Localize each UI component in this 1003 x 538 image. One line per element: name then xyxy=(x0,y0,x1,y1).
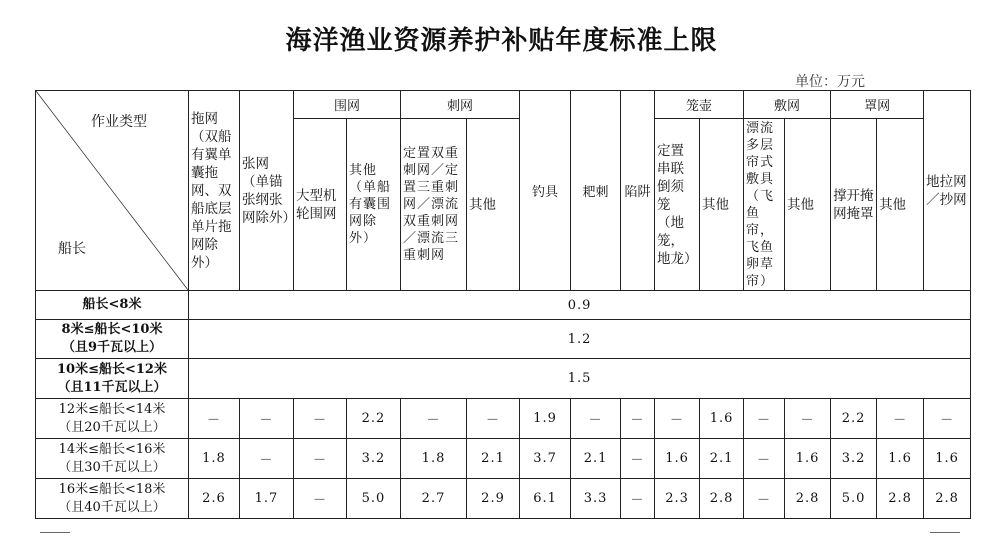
header-lift-open: 撑开掩网掩罩 xyxy=(831,119,877,291)
value-cell: 1.9 xyxy=(520,399,571,439)
row-label: 16米≤船长<18米 （且40千瓦以上） xyxy=(36,479,189,519)
value-cell: － xyxy=(877,399,924,439)
value-cell: 2.8 xyxy=(924,479,971,519)
value-cell: － xyxy=(294,439,347,479)
value-cell: 2.3 xyxy=(655,479,700,519)
header-trap: 陷阱 xyxy=(621,91,655,291)
header-seine: 地拉网／抄网 xyxy=(924,91,971,291)
header-cover-drift: 漂流多层帘式敷具（飞鱼帘，飞鱼卵草帘） xyxy=(744,119,785,291)
header-vessel-length: 船长 xyxy=(58,241,86,257)
value-cell: 2.8 xyxy=(700,479,744,519)
value-cell: 2.2 xyxy=(347,399,401,439)
value-cell: 2.6 xyxy=(189,479,240,519)
value-cell: 3.7 xyxy=(520,439,571,479)
header-cover-other: 其他 xyxy=(785,119,831,291)
header-work-type: 作业类型 xyxy=(91,114,147,130)
header-lift-net-group: 罩网 xyxy=(831,91,924,119)
value-cell: 2.1 xyxy=(700,439,744,479)
header-gillnet-group: 刺网 xyxy=(401,91,520,119)
value-cell: 5.0 xyxy=(831,479,877,519)
table-row xyxy=(36,439,971,479)
header-gill-other: 其他 xyxy=(467,119,520,291)
header-purse-large: 大型机轮围网 xyxy=(294,119,347,291)
header-purse-other: 其他（单船有囊围网除外） xyxy=(347,119,401,291)
value-cell: － xyxy=(401,399,467,439)
row-label: 14米≤船长<16米 （且30千瓦以上） xyxy=(36,439,189,479)
value-cell: 1.8 xyxy=(401,439,467,479)
value-cell: 1.6 xyxy=(785,439,831,479)
value-cell: 1.6 xyxy=(924,439,971,479)
header-gill-fixed: 定置双重刺网／定置三重刺网／漂流双重刺网／漂流三重刺网 xyxy=(401,119,467,291)
value-cell: 3.3 xyxy=(571,479,621,519)
merged-value: 0.9 xyxy=(189,291,971,320)
header-harpoon: 耙刺 xyxy=(571,91,621,291)
value-cell: 1.8 xyxy=(189,439,240,479)
value-cell: 2.9 xyxy=(467,479,520,519)
value-cell: 2.8 xyxy=(877,479,924,519)
row-label: 8米≤船长<10米 （且9千瓦以上） xyxy=(36,320,189,359)
value-cell: － xyxy=(785,399,831,439)
value-cell: － xyxy=(744,439,785,479)
header-trawl: 拖网（双船有翼单囊拖网、双船底层单片拖网除外） xyxy=(189,91,240,291)
row-label: 船长<8米 xyxy=(36,291,189,320)
header-pot-other: 其他 xyxy=(700,119,744,291)
value-cell: － xyxy=(294,399,347,439)
header-lift-other: 其他 xyxy=(877,119,924,291)
value-cell: 1.6 xyxy=(877,439,924,479)
row-label: 10米≤船长<12米 （且11千瓦以上） xyxy=(36,359,189,399)
value-cell: － xyxy=(744,479,785,519)
value-cell: 2.2 xyxy=(831,399,877,439)
value-cell: 3.2 xyxy=(831,439,877,479)
table-row xyxy=(36,399,971,439)
value-cell: － xyxy=(655,399,700,439)
value-cell: 1.6 xyxy=(700,399,744,439)
header-cover-net-group: 敷网 xyxy=(744,91,831,119)
value-cell: － xyxy=(571,399,621,439)
document-title: 海洋渔业资源养护补贴年度标准上限 xyxy=(285,26,718,56)
value-cell: 6.1 xyxy=(520,479,571,519)
value-cell: 2.1 xyxy=(467,439,520,479)
value-cell: － xyxy=(621,399,655,439)
footer-rule-left xyxy=(40,532,70,533)
value-cell: － xyxy=(240,399,294,439)
value-cell: － xyxy=(189,399,240,439)
header-pot-group: 笼壶 xyxy=(655,91,744,119)
value-cell: 2.7 xyxy=(401,479,467,519)
unit-label: 单位：万元 xyxy=(795,74,865,90)
value-cell: 3.2 xyxy=(347,439,401,479)
merged-value: 1.5 xyxy=(189,359,971,399)
table-row xyxy=(36,479,971,519)
table-row xyxy=(36,359,971,399)
value-cell: － xyxy=(924,399,971,439)
value-cell: － xyxy=(467,399,520,439)
table-row xyxy=(36,320,971,359)
value-cell: － xyxy=(621,439,655,479)
header-hook: 钓具 xyxy=(520,91,571,291)
value-cell: 1.7 xyxy=(240,479,294,519)
header-pot-fixed: 定置串联倒须笼（地笼，地龙） xyxy=(655,119,700,291)
header-stow-net: 张网（单锚张纲张网除外） xyxy=(240,91,294,291)
merged-value: 1.2 xyxy=(189,320,971,359)
row-label: 12米≤船长<14米 （且20千瓦以上） xyxy=(36,399,189,439)
value-cell: － xyxy=(240,439,294,479)
value-cell: － xyxy=(294,479,347,519)
value-cell: － xyxy=(621,479,655,519)
value-cell: 2.8 xyxy=(785,479,831,519)
value-cell: － xyxy=(744,399,785,439)
table-row xyxy=(36,291,971,320)
subsidy-standards-table xyxy=(35,90,971,519)
value-cell: 2.1 xyxy=(571,439,621,479)
header-purse-seine-group: 围网 xyxy=(294,91,401,119)
value-cell: 1.6 xyxy=(655,439,700,479)
value-cell: 5.0 xyxy=(347,479,401,519)
header-corner-cell xyxy=(36,91,189,291)
footer-rule-right xyxy=(930,532,960,533)
